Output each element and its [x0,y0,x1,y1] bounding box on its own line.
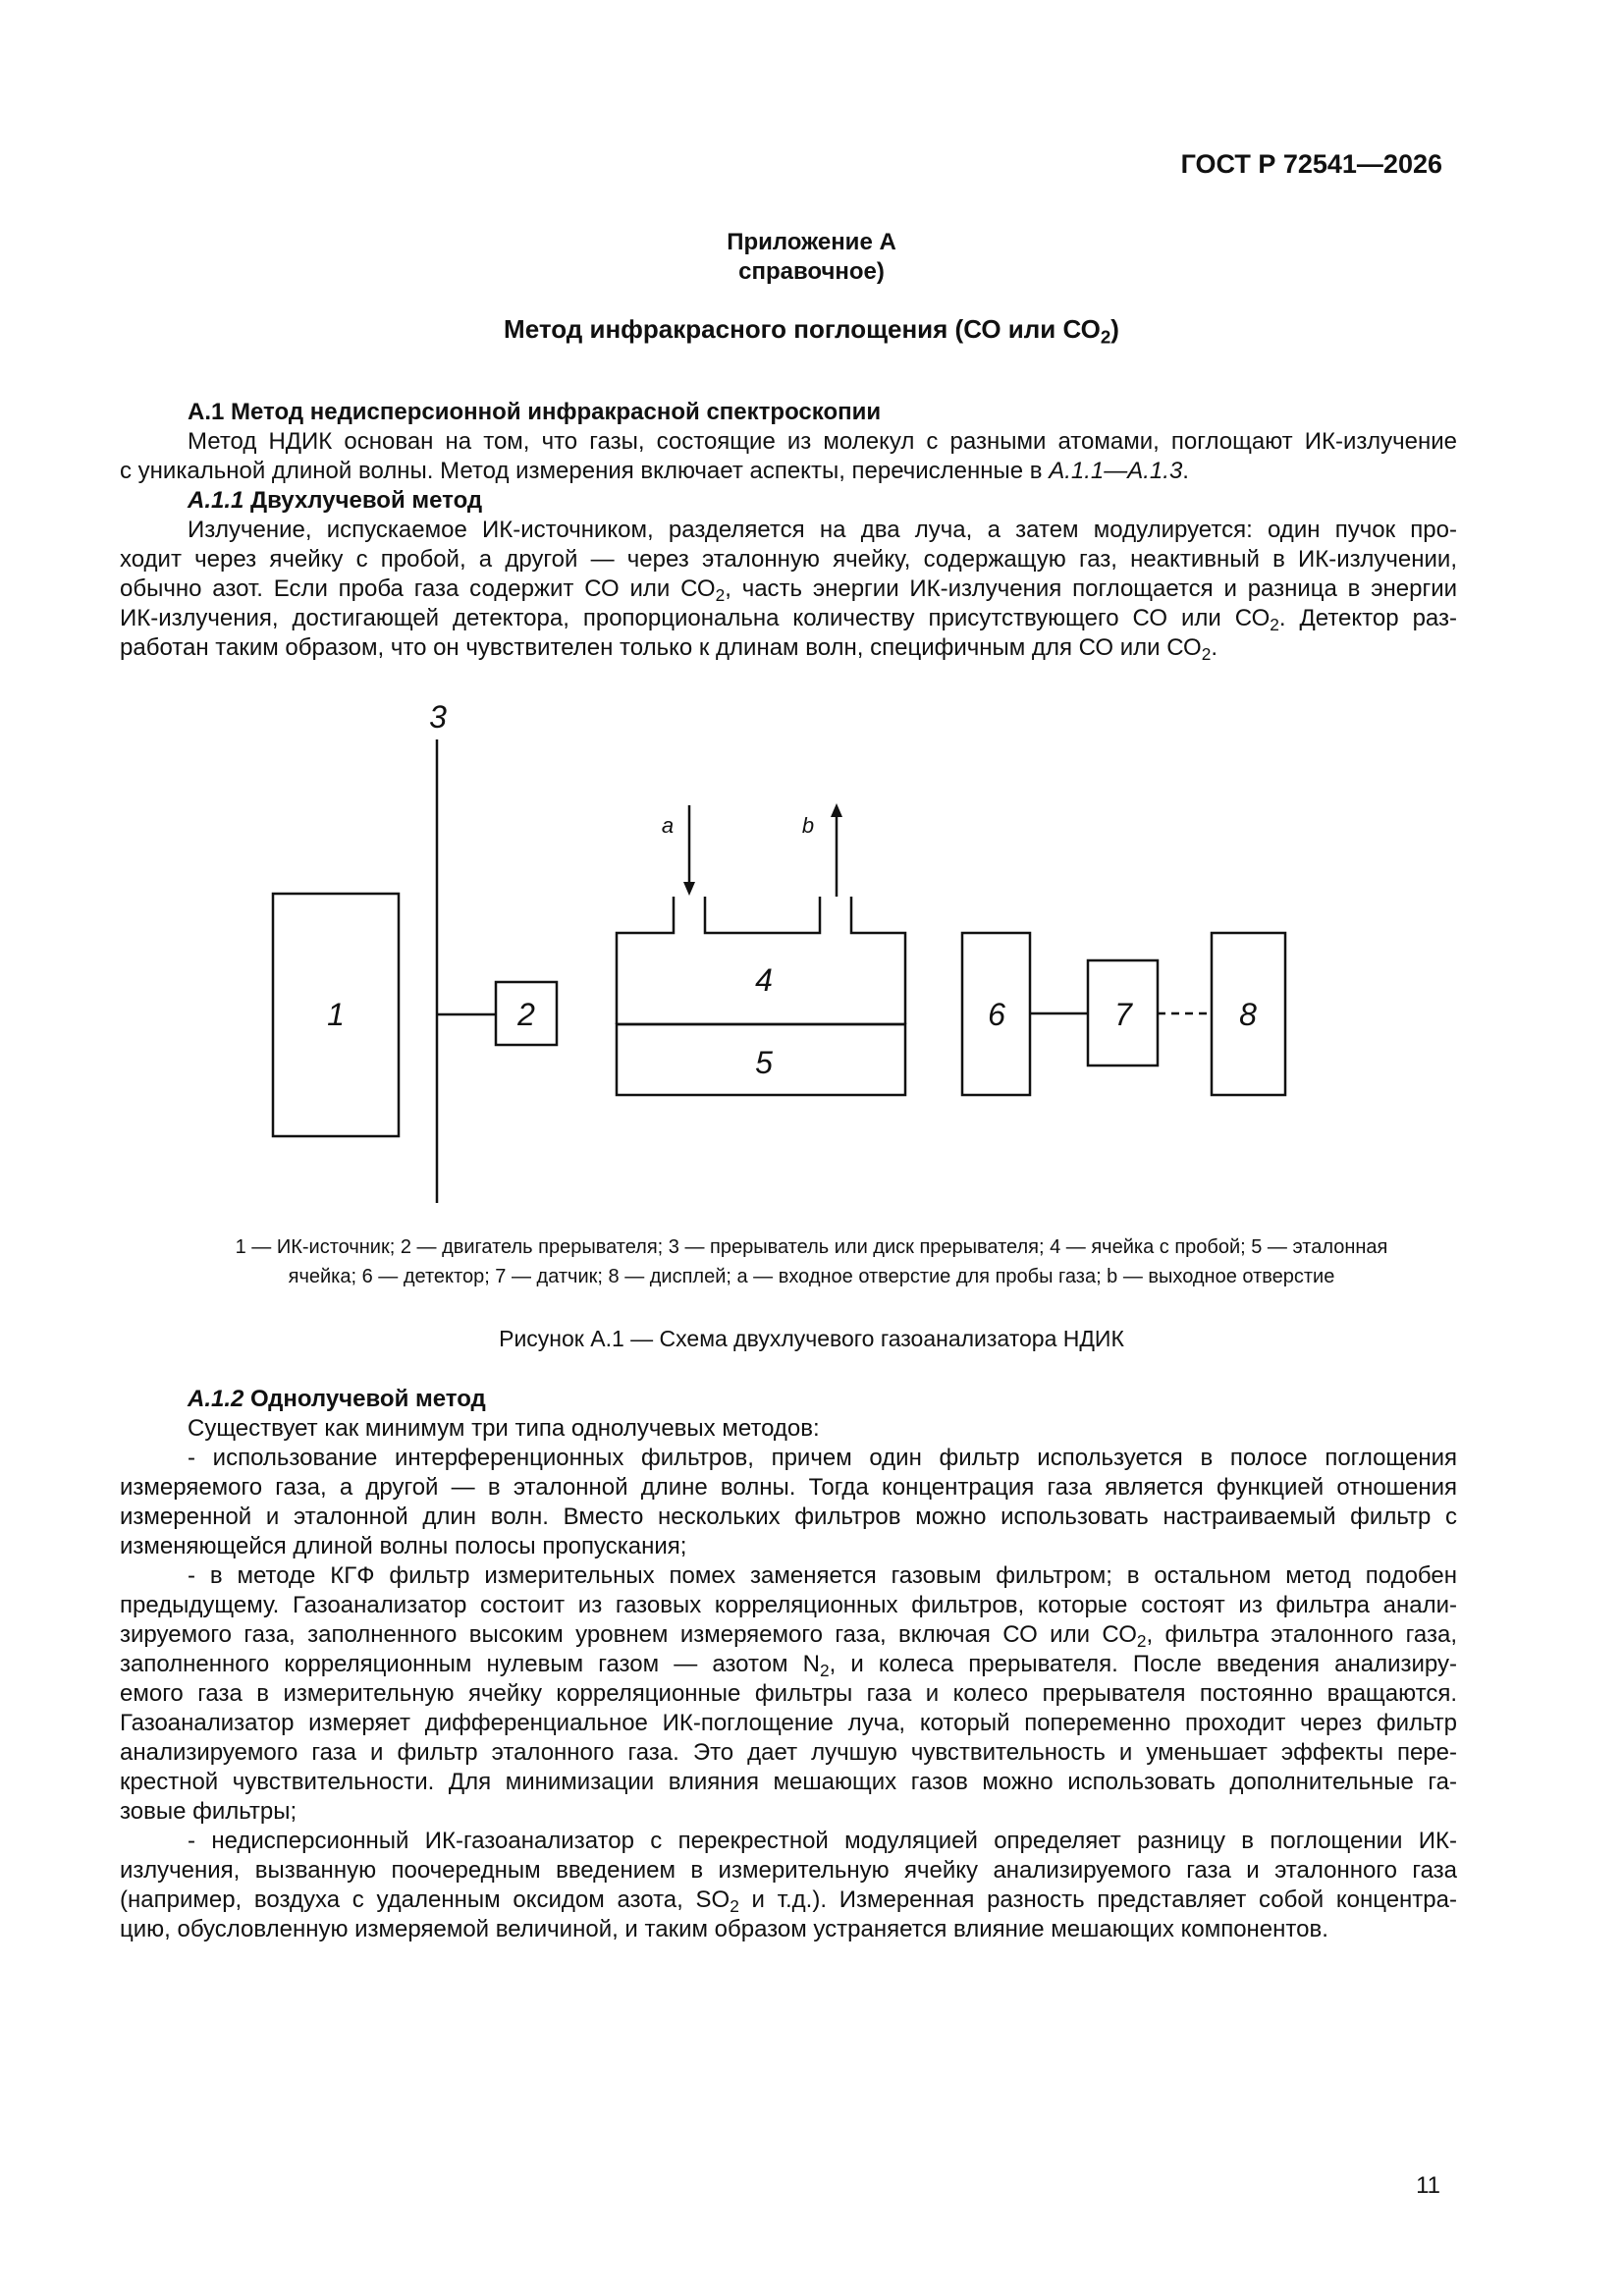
legend-line: ячейка; 6 — детектор; 7 — датчик; 8 — дисплей; a — входное отверстие для пробы газа; b — выходное отверстие [288,1266,1335,1287]
inlet-arrow-icon [683,882,695,896]
bullet-line: - использование интерференционных фильтров, причем один фильтр используется в полосе поглощения [188,1445,1457,1471]
figure-caption: Рисунок А.1 — Схема двухлучевого газоанализатора НДИК [499,1326,1124,1351]
text-line: ИК-излучения, достигающей детектора, пропорциональна количеству присутствующего СО или $СО_2$. Детектор раз- [120,605,1457,635]
inlet-label: a [661,813,675,838]
figure-legend [118,1232,1505,1291]
section-a11-heading: А.1.1 Двухлучевой метод [188,487,483,514]
figure-label-4: 4 [755,962,773,998]
outlet-label: b [801,813,815,838]
figure-label-2: 2 [517,997,535,1032]
text-line: измеряемого газа, а другой — в эталонной длине волны. Тогда концентрация газа является функцией отношения [120,1474,1457,1501]
section-a12-heading: А.1.2 Однолучевой метод [188,1386,486,1412]
figure-label-1: 1 [327,997,345,1032]
section-a1 [120,398,1457,663]
text-line: заполненного корреляционным нулевым газом — азотом $N_2$, и колеса прерывателя. После введения анализиру- [120,1651,1457,1681]
figure-label-8: 8 [1239,997,1257,1032]
text-line: Существует как минимум три типа однолучевых методов: [188,1415,820,1442]
main-title: Метод инфракрасного поглощения (СО или $СО_2$) [504,314,1119,348]
text-line: обычно азот. Если проба газа содержит СО или $СО_2$, часть энергии ИК-излучения поглощается и разница в энергии [120,575,1458,606]
text-line: с уникальной длиной волны. Метод измерения включает аспекты, перечисленные в А.1.1—А.1.3. [120,458,1189,484]
appendix-type: справочное) [738,258,885,285]
text-line: цию, обусловленную измеряемой величиной, и таким образом устраняется влияние мешающих компонентов. [120,1916,1328,1942]
text-line: излучения, вызванную поочередным введением в измерительную ячейку анализируемого газа и эталонного газа [120,1857,1457,1884]
sample-cell-outline [617,897,905,1024]
text-line: крестной чувствительности. Для минимизации влияния мешающих газов можно использовать дополнительные га- [120,1769,1457,1795]
page-number: 11 [1416,2172,1440,2199]
figure-label-5: 5 [755,1045,773,1080]
text-line: Метод НДИК основан на том, что газы, состоящие из молекул с разными атомами, поглощают ИК-излучение [188,428,1457,455]
section-a1-heading: А.1 Метод недисперсионной инфракрасной спектроскопии [188,399,882,425]
text-line: зируемого газа, заполненного высоким уровнем измеряемого газа, включая СО или $СО_2$, фильтра эталонного газа, [120,1621,1457,1652]
text-line: измеренной и эталонной длин волн. Вместо нескольких фильтров можно использовать настраиваемый фильтр с [120,1503,1457,1530]
text-line: изменяющейся длиной волны полосы пропускания; [120,1533,687,1559]
text-line: (например, воздуха с удаленным оксидом азота, $SO_2$ и т.д.). Измеренная разность представляет собой концентра- [120,1886,1457,1917]
text-line: предыдущему. Газоанализатор состоит из газовых корреляционных фильтров, которые состоят из фильтра анали- [120,1592,1457,1618]
text-line: работан таким образом, что он чувствителен только к длинам волн, специфичным для СО или $СО_2$. [120,634,1217,665]
text-line: Газоанализатор измеряет дифференциальное ИК-поглощение луча, который попеременно проходит через фильтр [120,1710,1457,1736]
text-line: анализируемого газа и фильтр эталонного газа. Это дает лучшую чувствительность и уменьшает эффекты пере- [120,1739,1457,1766]
text-line: ходит через ячейку с пробой, а другой — через эталонную ячейку, содержащую газ, неактивный в ИК-излучении, [120,546,1457,573]
legend-line: 1 — ИК-источник; 2 — двигатель прерывателя; 3 — прерыватель или диск прерывателя; 4 — ячейка с пробой; 5 — эталонная [235,1236,1388,1258]
text-line: Излучение, испускаемое ИК-источником, разделяется на два луча, а затем модулируется: один пучок про- [188,517,1457,543]
figure-label-3: 3 [429,699,447,735]
text-line: емого газа в измерительную ячейку корреляционные фильтры газа и колесо прерывателя постоянно вращаются. [120,1680,1457,1707]
figure-a1-diagram [0,687,1623,1218]
figure-label-7: 7 [1114,997,1132,1032]
figure-label-6: 6 [988,997,1005,1032]
text-line: зовые фильтры; [120,1798,298,1825]
standard-code: ГОСТ Р 72541—2026 [1180,149,1442,179]
bullet-line: - в методе КГФ фильтр измерительных помех заменяется газовым фильтром; в остальном метод подобен [188,1562,1457,1589]
appendix-title: Приложение А [727,229,896,255]
section-a12 [120,1385,1457,1944]
outlet-arrow-icon [831,803,842,817]
bullet-line: - недисперсионный ИК-газоанализатор с перекрестной модуляцией определяет разницу в поглощении ИК- [188,1828,1457,1854]
